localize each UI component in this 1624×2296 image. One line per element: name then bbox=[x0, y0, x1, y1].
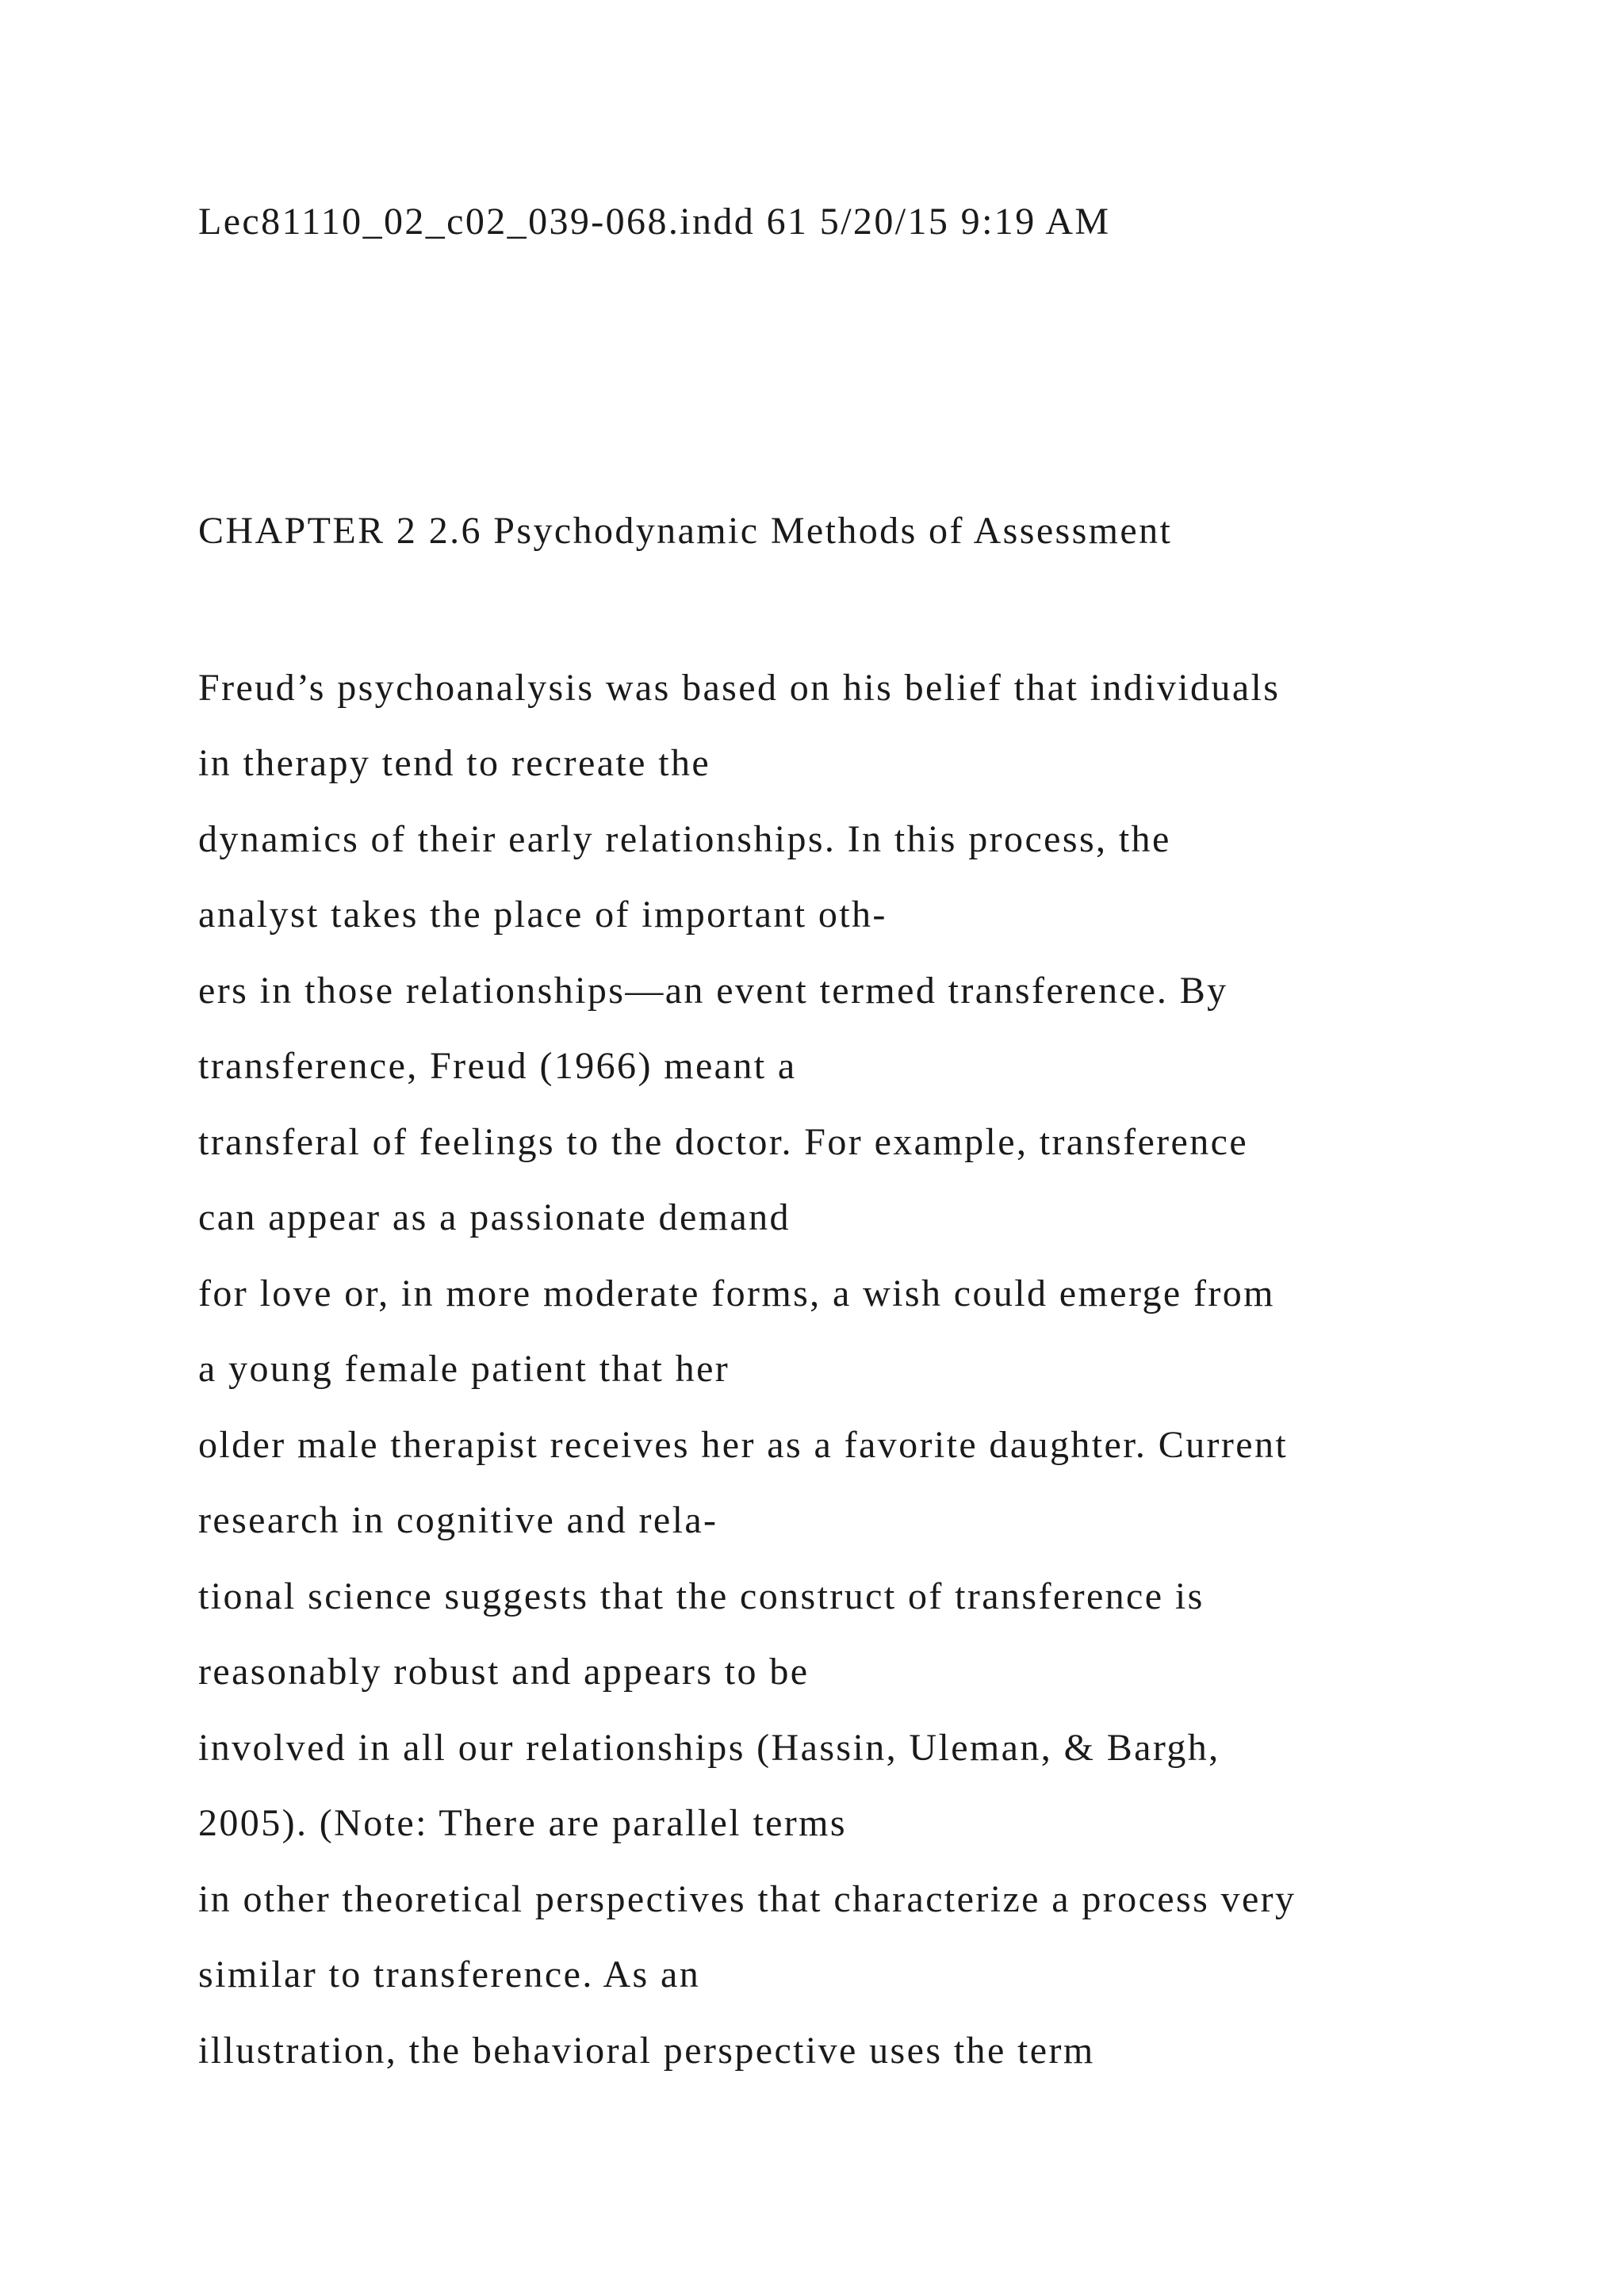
body-line: in therapy tend to recreate the bbox=[198, 742, 711, 784]
body-line: analyst takes the place of important oth- bbox=[198, 894, 887, 936]
body-line: similar to transference. As an bbox=[198, 1954, 701, 1996]
body-line: can appear as a passionate demand bbox=[198, 1196, 791, 1238]
file-slug-line: Lec81110_02_c02_039-068.indd 61 5/20/15 9:19 AM bbox=[198, 201, 1111, 243]
body-line: reasonably robust and appears to be bbox=[198, 1651, 810, 1693]
body-line: involved in all our relationships (Hassin, Uleman, & Bargh, bbox=[198, 1727, 1220, 1769]
body-line: 2005). (Note: There are parallel terms bbox=[198, 1802, 847, 1844]
body-line: transference, Freud (1966) meant a bbox=[198, 1045, 797, 1087]
body-line: tional science suggests that the construct of transference is bbox=[198, 1575, 1205, 1617]
body-line: dynamics of their early relationships. In this process, the bbox=[198, 818, 1171, 860]
body-line: ers in those relationships—an event termed transference. By bbox=[198, 970, 1228, 1012]
section-heading: CHAPTER 2 2.6 Psychodynamic Methods of Assessment bbox=[198, 510, 1173, 552]
body-line: for love or, in more moderate forms, a wish could emerge from bbox=[198, 1272, 1275, 1314]
body-line: transferal of feelings to the doctor. For example, transference bbox=[198, 1121, 1249, 1163]
body-line: research in cognitive and rela- bbox=[198, 1499, 718, 1541]
body-line: Freud’s psychoanalysis was based on his belief that individuals bbox=[198, 667, 1281, 709]
body-line: a young female patient that her bbox=[198, 1348, 730, 1390]
body-line: in other theoretical perspectives that characterize a process very bbox=[198, 1878, 1297, 1920]
body-line: older male therapist receives her as a favorite daughter. Current bbox=[198, 1424, 1289, 1466]
body-line: illustration, the behavioral perspective uses the term bbox=[198, 2030, 1095, 2072]
